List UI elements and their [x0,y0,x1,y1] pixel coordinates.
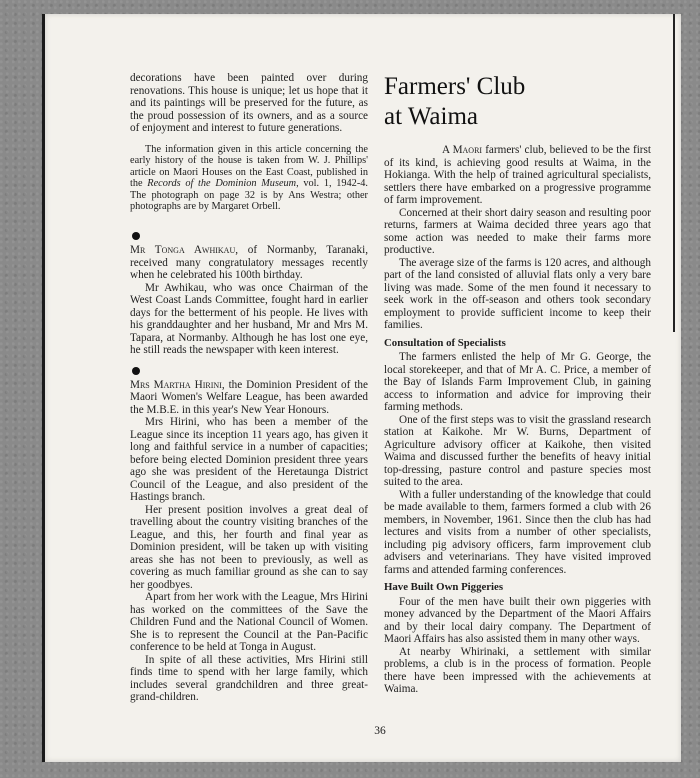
hirini-paragraph-2: Mrs Hirini, who has been a member of the League since its inception 11 years ago, has given it long and faithful service in a number of capacities; before being elected Dominion president three years ago she was president of the Heretaunga District Council of the League, and also president of the Hastings branch. [130,416,368,504]
bullet-icon [132,367,140,375]
awhikau-paragraph-1: Mr Tonga Awhikau, of Normanby, Taranaki, received many congratulatory messages recently when he celebrated his 100th birthday. [130,244,368,282]
source-note: The information given in this article concerning the early history of the house is taken from W. J. Phillips' article on Maori Houses on the East Coast, published in the Records of the Dominion Museum, vol. 1, 1942-4. The photograph on page 32 is by Ans Westra; other photographs are by Margaret Orbell. [130,143,368,213]
left-column [130,72,368,704]
section-heading-consultation: Consultation of Specialists [384,336,506,349]
page-edge-rule [673,14,675,332]
farmers-paragraph-5: One of the first steps was to visit the grassland research station at Kaikohe. Mr W. Burns, Department of Agriculture advisory officer at Kaikohe, then visited Waima and discussed further the benefits of heavy initial top-dressing, pasture control and pasture species most suited to the area. [384,413,651,488]
house-article-ending: decorations have been painted over during renovations. This house is unique; let us hope that it and its paintings will be preserved for the future, as the proud possession of its owners, and as a source of enjoyment and interest to future generations. [130,72,368,134]
farmers-paragraph-7: Four of the men have built their own piggeries with money advanced by the Department of the Maori Affairs and by their local dairy company. The Department of Maori Affairs has also assisted them in many other ways. [384,595,651,645]
farmers-intro: A Maori farmers' club, believed to be the first of its kind, is achieving good results at Waima, in the Hokianga. With the help of trained agricultural specialists, settlers there have embarked on a progressive programme of farm improvement. [384,144,651,206]
hirini-paragraph-1: Mrs Martha Hirini, the Dominion President of the Maori Women's Welfare League, has been awarded the M.B.E. in this year's New Year Honours. [130,378,368,416]
farmers-paragraph-3: The average size of the farms is 120 acres, and although part of the land consisted of alluvial flats only a very bare living was made. Some of the men found it necessary to seek work in the off-season and others took secondary employment to provide sufficient income to keep their families. [384,256,651,331]
hirini-paragraph-5: In spite of all these activities, Mrs Hirini still finds time to spend with her large family, which includes several grandchildren and three great-grand-children. [130,653,368,704]
page-number: 36 [374,725,386,737]
awhikau-paragraph-2: Mr Awhikau, who was once Chairman of the West Coast Lands Committee, fought hard in earlier days for the betterment of his people. He lives with his granddaughter and her husband, Mr and Mrs M. Tapara, at Normanby. Although he has lost one eye, he still reads the newspaper with keen interest. [130,281,368,357]
farmers-paragraph-4: The farmers enlisted the help of Mr G. George, the local storekeeper, and that of Mr A. C. Price, a member of the Bay of Islands Farm Improvement Club, in gaining access to information and advice for improving their farming methods. [384,351,651,413]
hirini-paragraph-4: Apart from her work with the League, Mrs Hirini has worked on the committees of the Save the Children Fund and the National Council of Women. She is to represent the Council at the Pan-Pacific conference to be held at Tonga in August. [130,591,368,654]
farmers-paragraph-6: With a fuller understanding of the knowledge that could be made available to them, farmers formed a club with 26 members, in November, 1961. Since then the club has had lectures and visits from a number of other specialists, including pig advisory officers, farm improvement club advisers and veterinarians. They have visited improved farms and attended farming conferences. [384,488,651,576]
farmers-paragraph-2: Concerned at their short dairy season and resulting poor returns, farmers at Waima decided three years ago that some action was needed to make their farms more productive. [384,206,651,256]
article-title: Farmers' Club at Waima [384,73,526,130]
right-column [384,72,651,696]
hirini-paragraph-3: Her present position involves a great deal of travelling about the country visiting branches of the League, and this, her fourth and final year as Dominion president, will be taken up with visiting areas she has not been to previously, as well as covering as much familiar ground as she can to say her goodbyes. [130,503,368,591]
section-heading-piggeries: Have Built Own Piggeries [384,581,504,593]
bullet-icon [132,232,140,240]
farmers-paragraph-8: At nearby Whirinaki, a settlement with similar problems, a club is in the process of formation. People there have been impressed with the achievements at Waima. [384,645,651,695]
